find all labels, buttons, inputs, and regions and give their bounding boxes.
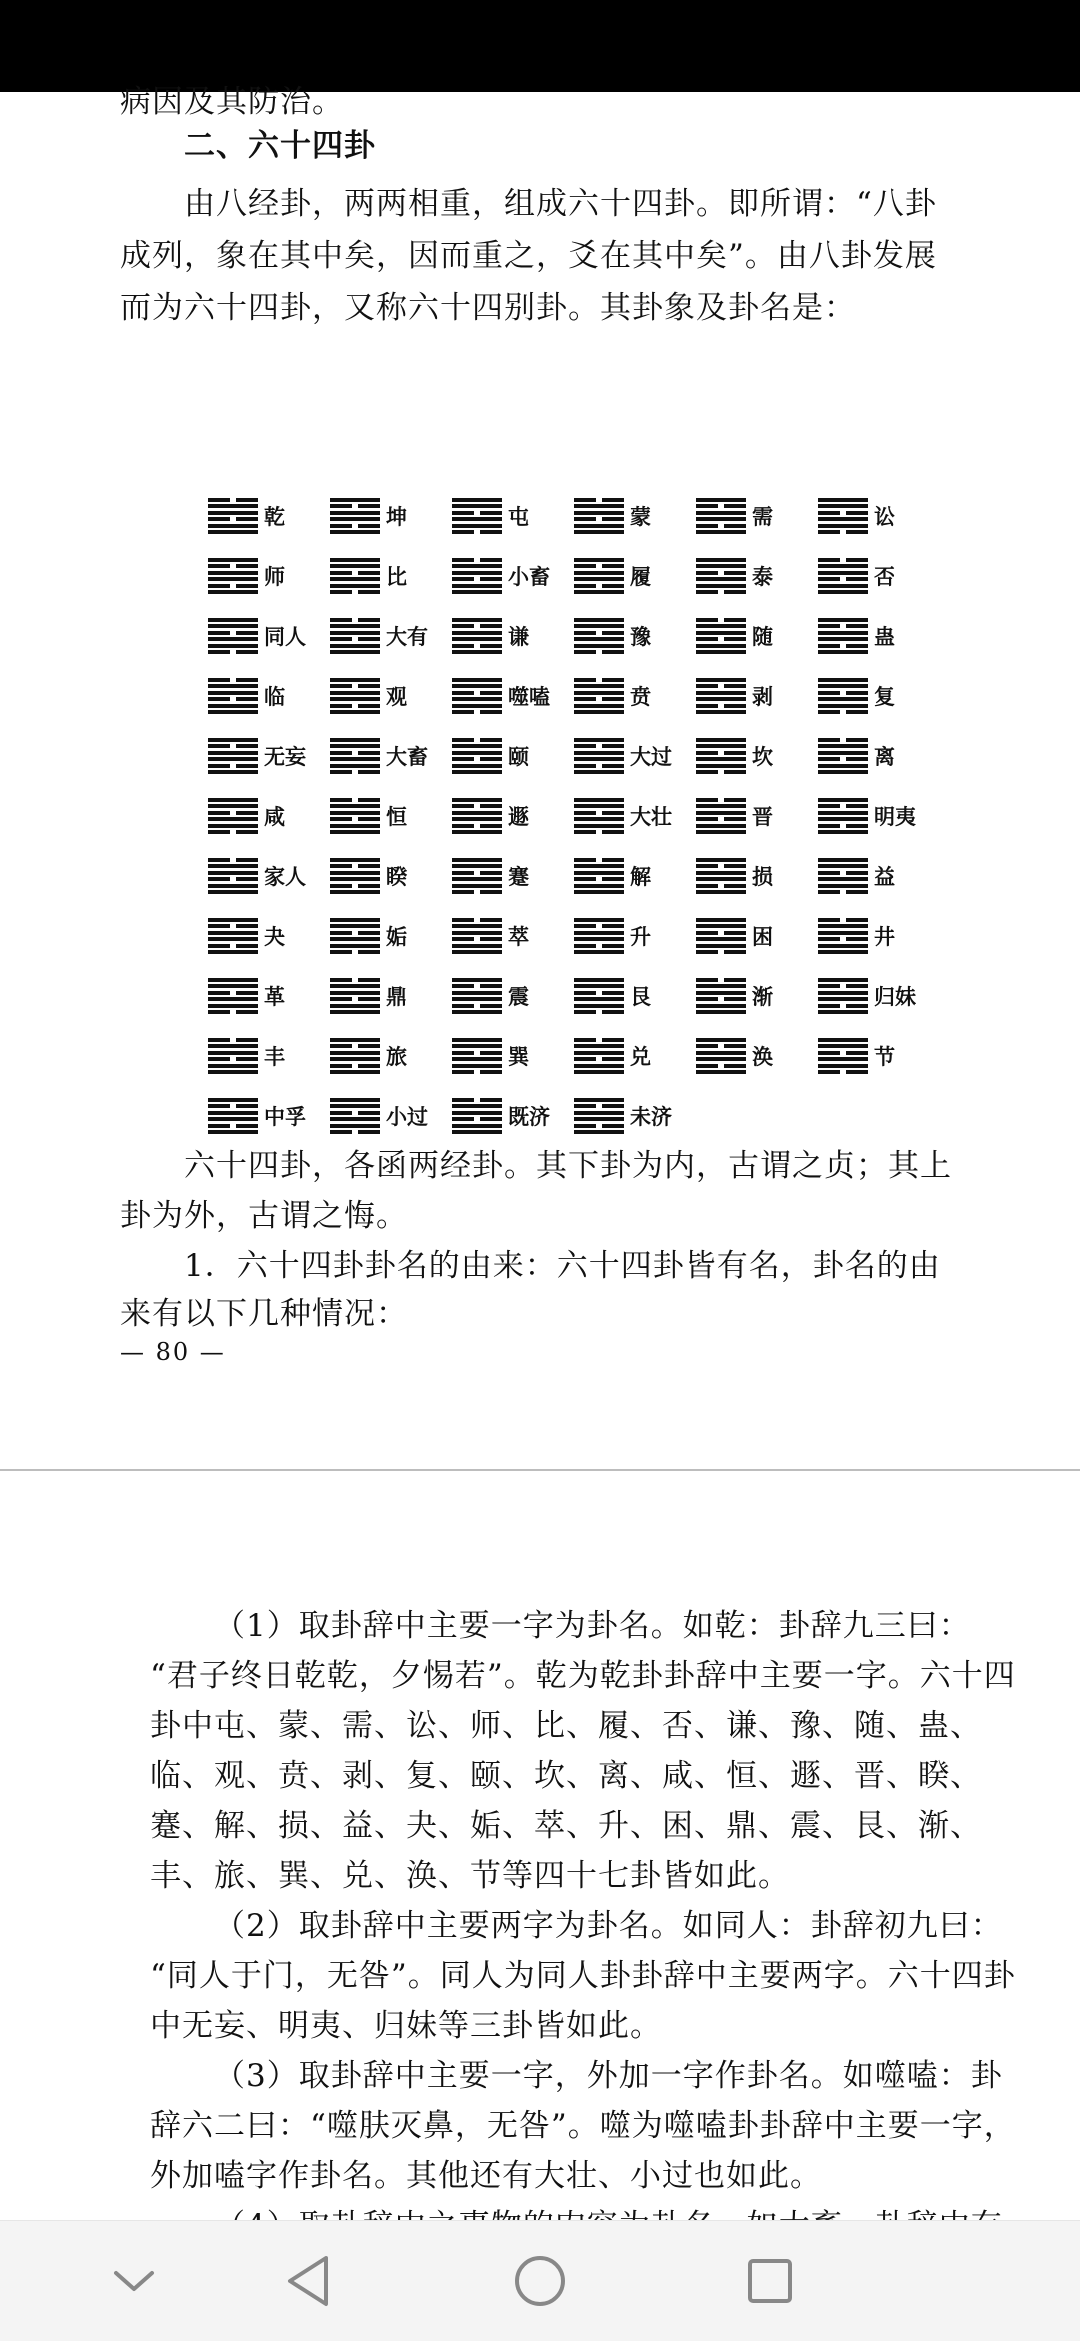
hexagram-symbol-icon [696,558,746,594]
recents-square-icon [745,2256,795,2306]
hexagram-item [208,498,330,534]
hexagram-symbol-icon [574,618,624,654]
hexagram-item [574,738,696,774]
hexagram-name: 豫 [630,625,651,649]
hexagram-name: 萃 [508,925,529,949]
hexagram-name: 革 [264,985,285,1009]
hexagram-row [208,486,940,546]
hexagram-name: 履 [630,565,651,589]
hexagram-item [330,738,452,774]
hexagram-item [330,1098,452,1134]
hexagram-name: 师 [264,565,285,589]
hexagram-item [452,798,574,834]
hexagram-item [818,558,940,594]
intro-line-3: 而为六十四卦，又称六十四别卦。其卦象及卦名是： [120,290,856,326]
hexagram-item [696,678,818,714]
hexagram-item [452,498,574,534]
hexagram-item [818,1038,940,1074]
hexagram-name: 大有 [386,625,428,649]
hexagram-name: 复 [874,685,895,709]
hexagram-item [696,498,818,534]
hexagram-name: 益 [874,865,895,889]
hexagram-name: 大畜 [386,745,428,769]
hexagram-item [696,858,818,894]
p2-line-7: （2）取卦辞中主要两字为卦名。如同人：卦辞初九曰： [214,1908,1003,1944]
intro-line-2: 成列，象在其中矣，因而重之，爻在其中矣”。由八卦发展 [120,238,937,274]
hexagram-name: 晋 [752,805,773,829]
hexagram-name: 泰 [752,565,773,589]
hexagram-symbol-icon [574,738,624,774]
after-line-4: 来有以下几种情况： [120,1296,408,1332]
hexagram-item [452,678,574,714]
hexagram-name: 乾 [264,505,285,529]
hexagram-symbol-icon [818,1038,868,1074]
hexagram-item [208,738,330,774]
hexagram-name: 贲 [630,685,651,709]
hexagram-symbol-icon [208,798,258,834]
hexagram-symbol-icon [696,498,746,534]
hexagram-item [208,558,330,594]
hexagram-symbol-icon [696,618,746,654]
hexagram-symbol-icon [330,918,380,954]
hexagram-item [452,918,574,954]
hexagram-name: 睽 [386,865,407,889]
after-line-3: 1．六十四卦卦名的由来：六十四卦皆有名，卦名的由 [184,1248,941,1284]
hexagram-item [208,978,330,1014]
hexagram-symbol-icon [818,978,868,1014]
hexagram-name: 既济 [508,1105,550,1129]
hexagram-item [330,918,452,954]
hexagram-name: 观 [386,685,407,709]
hexagram-item [452,618,574,654]
hexagram-item [818,858,940,894]
hexagram-symbol-icon [696,918,746,954]
hexagram-item [574,618,696,654]
hexagram-symbol-icon [330,738,380,774]
hexagram-name: 颐 [508,745,529,769]
hexagram-symbol-icon [208,1038,258,1074]
hexagram-item [208,618,330,654]
hexagram-symbol-icon [452,918,502,954]
hexagram-name: 小畜 [508,565,550,589]
hexagram-symbol-icon [208,858,258,894]
hexagram-item [452,738,574,774]
hexagram-item [696,978,818,1014]
hexagram-item [208,858,330,894]
hexagram-item [452,558,574,594]
hexagram-symbol-icon [452,618,502,654]
hexagram-symbol-icon [574,1098,624,1134]
hexagram-name: 涣 [752,1045,773,1069]
hexagram-item [574,1038,696,1074]
p2-line-1: （1）取卦辞中主要一字为卦名。如乾：卦辞九三曰： [214,1608,971,1644]
hexagram-symbol-icon [208,978,258,1014]
hexagram-symbol-icon [696,738,746,774]
hexagram-symbol-icon [574,678,624,714]
hexagram-name: 震 [508,985,529,1009]
hexagram-item [818,978,940,1014]
hexagram-item [818,618,940,654]
hexagram-symbol-icon [452,738,502,774]
hexagram-name: 恒 [386,805,407,829]
hexagram-item [574,1098,696,1134]
hexagram-item [818,498,940,534]
hexagram-item [818,738,940,774]
hexagram-item [452,858,574,894]
hexagram-item [208,798,330,834]
hexagram-item [574,678,696,714]
hexagram-row [208,726,940,786]
hexagram-symbol-icon [330,1038,380,1074]
hexagram-name: 节 [874,1045,895,1069]
p2-line-2: “君子终日乾乾，夕惕若”。乾为乾卦卦辞中主要一字。六十四 [150,1658,1016,1694]
hexagram-symbol-icon [452,858,502,894]
hexagram-symbol-icon [696,858,746,894]
hexagram-item [208,1098,330,1134]
hexagram-symbol-icon [208,498,258,534]
hexagram-item [696,798,818,834]
hexagram-symbol-icon [818,858,868,894]
hexagram-name: 兑 [630,1045,651,1069]
hexagram-item [208,1038,330,1074]
hexagram-name: 否 [874,565,895,589]
hexagram-symbol-icon [330,498,380,534]
hexagram-symbol-icon [574,798,624,834]
hexagram-name: 夬 [264,925,285,949]
hexagram-item [818,798,940,834]
hexagram-symbol-icon [818,798,868,834]
hexagram-row [208,666,940,726]
hexagram-name: 坎 [752,745,773,769]
hexagram-name: 大壮 [630,805,672,829]
p2-line-4: 临、观、贲、剥、复、颐、坎、离、咸、恒、遯、晋、睽、 [150,1758,982,1794]
hexagram-name: 遯 [508,805,529,829]
hexagram-symbol-icon [208,618,258,654]
hexagram-name: 丰 [264,1045,285,1069]
hexagram-item [208,678,330,714]
hexagram-symbol-icon [818,678,868,714]
home-circle-icon [512,2253,568,2309]
hexagram-name: 旅 [386,1045,407,1069]
hexagram-name: 巽 [508,1045,529,1069]
hexagram-item [208,918,330,954]
hexagram-name: 大过 [630,745,672,769]
hexagram-name: 解 [630,865,651,889]
hexagram-row [208,1026,940,1086]
hexagram-symbol-icon [330,798,380,834]
chevron-down-icon [112,2267,156,2295]
hexagram-item [574,558,696,594]
hexagram-name: 蒙 [630,505,651,529]
hexagram-symbol-icon [696,798,746,834]
hexagram-symbol-icon [452,678,502,714]
p2-line-10: （3）取卦辞中主要一字，外加一字作卦名。如噬嗑：卦 [214,2058,1003,2094]
hexagram-name: 坤 [386,505,407,529]
p2-line-6: 丰、旅、巽、兑、涣、节等四十七卦皆如此。 [150,1858,790,1894]
hexagram-name: 中孚 [264,1105,306,1129]
hexagram-item [818,678,940,714]
hexagram-name: 损 [752,865,773,889]
hexagram-name: 蛊 [874,625,895,649]
after-line-2: 卦为外，古谓之悔。 [120,1198,408,1234]
back-button[interactable] [268,2241,348,2321]
hexagram-symbol-icon [574,858,624,894]
hexagram-symbol-icon [818,918,868,954]
hexagram-item [330,858,452,894]
hexagram-symbol-icon [452,798,502,834]
hexagram-symbol-icon [574,918,624,954]
hexagram-symbol-icon [818,618,868,654]
p2-line-8: “同人于门，无咎”。同人为同人卦卦辞中主要两字。六十四卦 [150,1958,1016,1994]
hexagram-name: 讼 [874,505,895,529]
hexagram-item [818,918,940,954]
hexagram-item [696,918,818,954]
hexagram-symbol-icon [574,498,624,534]
collapse-button[interactable] [94,2241,174,2321]
hexagram-symbol-icon [208,1098,258,1134]
hexagram-name: 小过 [386,1105,428,1129]
hexagram-name: 离 [874,745,895,769]
p2-line-3: 卦中屯、蒙、需、讼、师、比、履、否、谦、豫、随、蛊、 [150,1708,982,1744]
hexagram-name: 同人 [264,625,306,649]
hexagram-symbol-icon [818,738,868,774]
hexagram-item [574,918,696,954]
hexagram-item [330,618,452,654]
hexagram-item [452,1038,574,1074]
hexagram-item [696,558,818,594]
hexagram-symbol-icon [208,738,258,774]
hexagram-name: 未济 [630,1105,672,1129]
hexagram-symbol-icon [330,1098,380,1134]
hexagram-item [330,798,452,834]
hexagram-symbol-icon [574,558,624,594]
hexagram-row [208,1086,940,1146]
hexagram-item [452,1098,574,1134]
hexagram-symbol-icon [452,1098,502,1134]
p2-line-11: 辞六二曰：“噬肤灭鼻，无咎”。噬为噬嗑卦卦辞中主要一字， [150,2108,1016,2144]
hexagram-row [208,846,940,906]
hexagram-symbol-icon [330,978,380,1014]
p2-line-9: 中无妄、明夷、归妹等三卦皆如此。 [150,2008,662,2044]
hexagram-symbol-icon [696,978,746,1014]
hexagram-item [574,798,696,834]
hexagram-row [208,606,940,666]
hexagram-name: 明夷 [874,805,916,829]
hexagram-name: 家人 [264,865,306,889]
hexagram-name: 蹇 [508,865,529,889]
section-heading: 二、六十四卦 [184,128,376,164]
p2-line-12: 外加嗑字作卦名。其他还有大壮、小过也如此。 [150,2158,822,2194]
hexagram-name: 谦 [508,625,529,649]
hexagram-symbol-icon [452,498,502,534]
hexagram-symbol-icon [330,618,380,654]
page-number: — 80 — [120,1338,226,1366]
hexagram-name: 随 [752,625,773,649]
hexagram-item [696,738,818,774]
page-divider [0,1469,1080,1471]
hexagram-item [330,558,452,594]
hexagram-item [574,978,696,1014]
hexagram-symbol-icon [696,1038,746,1074]
hexagram-symbol-icon [452,558,502,594]
hexagram-name: 临 [264,685,285,709]
hexagram-name: 比 [386,565,407,589]
book-page-81 [0,1472,1080,2220]
hexagram-item [330,498,452,534]
hexagram-row [208,906,940,966]
hexagram-name: 姤 [386,925,407,949]
hexagram-item [696,1038,818,1074]
hexagram-symbol-icon [818,498,868,534]
navigation-bar [0,2220,1080,2341]
hexagram-symbol-icon [208,918,258,954]
hexagram-symbol-icon [330,558,380,594]
hexagram-name: 屯 [508,505,529,529]
hexagram-name: 鼎 [386,985,407,1009]
book-page-80 [0,84,1080,1468]
hexagram-name: 困 [752,925,773,949]
hexagram-item [330,678,452,714]
top-fragment: 病因及其防治。 [120,84,344,120]
hexagram-row [208,546,940,606]
hexagram-name: 归妹 [874,985,916,1009]
hexagram-name: 需 [752,505,773,529]
hexagram-name: 咸 [264,805,285,829]
hexagram-symbol-icon [696,678,746,714]
hexagram-item [574,858,696,894]
hexagram-name: 井 [874,925,895,949]
recents-button[interactable] [730,2241,810,2321]
intro-line-1: 由八经卦，两两相重，组成六十四卦。即所谓：“八卦 [184,186,937,222]
hexagram-symbol-icon [208,678,258,714]
hexagram-symbol-icon [330,858,380,894]
hexagram-name: 艮 [630,985,651,1009]
hexagram-symbol-icon [452,978,502,1014]
hexagram-name: 剥 [752,685,773,709]
hexagram-symbol-icon [574,1038,624,1074]
home-button[interactable] [500,2241,580,2321]
hexagram-row [208,786,940,846]
hexagram-symbol-icon [330,678,380,714]
hexagram-row [208,966,940,1026]
hexagram-item [330,1038,452,1074]
hexagram-item [452,978,574,1014]
hexagram-name: 升 [630,925,651,949]
hexagram-item [330,978,452,1014]
hexagram-symbol-icon [818,558,868,594]
back-triangle-icon [284,2254,332,2308]
after-line-1: 六十四卦，各函两经卦。其下卦为内，古谓之贞；其上 [184,1148,952,1184]
hexagram-name: 渐 [752,985,773,1009]
hexagram-name: 无妄 [264,745,306,769]
hexagram-symbol-icon [452,1038,502,1074]
hexagram-symbol-icon [574,978,624,1014]
hexagram-symbol-icon [208,558,258,594]
hexagram-item [574,498,696,534]
hexagram-name: 噬嗑 [508,685,550,709]
p2-line-5: 蹇、解、损、益、夬、姤、萃、升、困、鼎、震、艮、渐、 [150,1808,982,1844]
hexagram-grid [208,486,940,1146]
hexagram-item [696,618,818,654]
